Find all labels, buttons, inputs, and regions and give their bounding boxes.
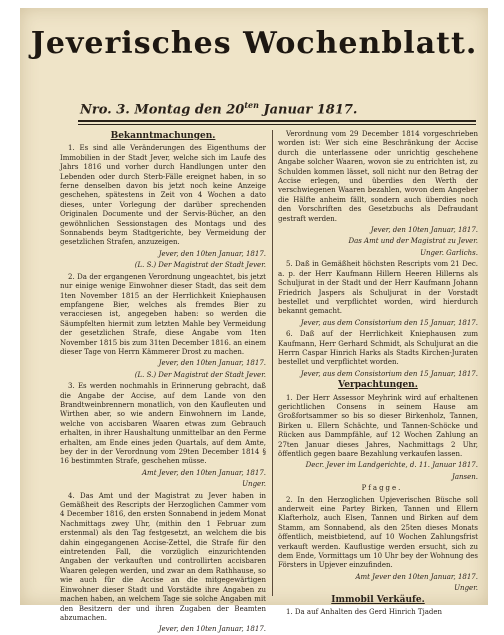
- announcement-4b-authority: Das Amt und der Magistrat zu Jever.: [348, 237, 478, 246]
- announcement-1-date: Jever, den 10ten Januar, 1817.: [158, 249, 266, 258]
- announcement-6: 6. Daß auf der Herrlichkeit Kniephausen zum Kaufmann, Herr Gerhard Schmidt, als Schuljurat an die Herrn Caspar Hinrich Harks als Stadts Kirchen-Juraten bestellet und verpflichtet worden.: [278, 330, 478, 367]
- announcement-4b-signatures: Unger. Garlichs.: [420, 248, 478, 257]
- lease-1: 1. Der Herr Assessor Meyhrink wird auf erhaltenen gerichtlichen Consens in seinem Hause am Großfortsammer so bis so dieser Birkenholz, Tannen, Birken u. Ellern Schächte, und Tannen-Schöcke und Rücken aus Dammpfähle, auf 12 Wochen Zahlung an 27ten Januar dieses Jahres, Nachmittags 2 Uhr, öffentlich gegen baare Bezahlung verkaufen lassen.: [278, 393, 478, 458]
- announcement-4b-date: Jever, den 10ten Januar, 1817.: [370, 226, 478, 235]
- announcement-2-date: Jever, den 10ten Januar, 1817.: [158, 359, 266, 368]
- lease-2-date: Amt Jever den 10ten Januar, 1817.: [355, 572, 478, 581]
- announcement-2-signature: (L. S.) Der Magistrat der Stadt Jever.: [134, 370, 266, 379]
- announcement-5-date: Jever, aus dem Consistorium den 15 Januar, 1817.: [300, 318, 478, 327]
- announcement-4: 4. Das Amt und der Magistrat zu Jever haben in Gemäßheit des Rescripts der Herzoglichen Cammer vom 4 December 1816, den ersten Sonnabend in jedem Monat Nachmittags zwey Uhr, (mithin den 1 Februar zum erstenmal) als den Tag festgesetzt, an welchem die bis dahin eingegangenen Accise-Zettel, die Strafe für den eintretenden Fall, die vorzüglich einzurichtenden Angaben der verkauften und controllirten accisbaren Waaren gelegen werden, und zwar an dem Rathhause, so wie auch für die Accise an die mitgegewärtigen Einwohner dieser Stadt und Vorstädte ihre Angaben zu machen haben, an welchem Tage sie solche Angaben mit den Besitzern der und ihren Zugaben der Beamten abzumachen.: [60, 491, 266, 622]
- column-divider: [272, 130, 273, 596]
- section-heading-announcements: Bekanntmachungen.: [110, 131, 216, 141]
- newspaper-page: [20, 8, 488, 634]
- issue-dateline: [80, 100, 468, 117]
- announcement-4-date: Jever, den 10ten Januar, 1817.: [158, 625, 266, 634]
- header-rule: [78, 120, 476, 122]
- announcement-1-signature: (L. S.) Der Magistrat der Stadt Jever.: [134, 261, 266, 270]
- announcement-3-date: Amt Jever, den 10ten Januar, 1817.: [142, 468, 266, 477]
- lease-2: 2. In den Herzoglichen Upjeverischen Büsche soll anderweit eine Partey Birken, Tannen und Ellern Klafterholz, auch Elsen, Tannen und Birken auf dem Stamm, am Sonnabend, als den 25ten dieses Monats öffentlich, meistbietend, auf 10 Wochen Zahlungsfrist verkauft werden. Kauflustige werden ersucht, sich zu dem Ende, Vormittags um 10 Uhr bey der Wohnung des Försters in Upjever einzufinden.: [278, 495, 478, 570]
- issue-month-year: Januar 1817.: [258, 102, 358, 118]
- issue-number: Nro. 3. Montag den 20: [80, 102, 245, 118]
- lease-1-date: Decr. Jever im Landgerichte, d. 11. Januar 1817.: [305, 461, 478, 470]
- property-sale-1: 1. Da auf Anhalten des Gerd Hinrich Tjaden: [286, 608, 443, 617]
- announcement-5: 5. Daß in Gemäßheit höchsten Rescripts vom 21 Dec. a. p. der Herr Kaufmann Hillern Heeren Hillerns als Schuljurat in der Stadt und der Herr Kaufmann Johann Friedrich Jaspers als Schuljurat in der Vorstadt bestellet und verpflichtet worden, wird hierdurch bekannt gemacht.: [278, 260, 478, 316]
- announcement-3: 3. Es werden nochmahls in Erinnerung gebracht, daß die Angabe der Accise, auf dem Lande von den Brandtweinbrennern monatlich, von den Kaufleuten und Wirthen aber, so wie andern Einwohnern im Lande, welche von accisbaren Waaren etwas zum Gebrauch erhalten, in ihrer Haushaltung unmittelbar an den Ferme erhalten, am Ende eines jeden Quartals, auf dem Amte, bey der in der Verordnung vom 29ten December 1814 § 16 bestimmten Strafe, geschehen müsse.: [60, 382, 266, 466]
- announcement-2: 2. Da der ergangenen Verordnung ungeachtet, bis jetzt nur einige wenige Einwohner dieser Stadt, das seit dem 1ten November 1815 an der Herrlichkeit Kniephausen empfangene Bier, welches als fremdes Bier zu veracciesen ist, angegeben haben: so werden die Säumpfelten hiermit zum letzten Mahle bey Vermeidung der gesetzlichen Strafe, diese Angabe vom 1ten November 1815 bis zum 31ten December 1816. an einem dieser Tage von Herrn Kämmerer Drost zu machen.: [60, 272, 266, 356]
- announcement-3-signature: Unger.: [242, 480, 266, 489]
- masthead-title: Jeverisches Wochenblatt.: [30, 26, 478, 61]
- header-rule-thin: [78, 124, 476, 125]
- lease-1-clerk: Pfagge.: [361, 484, 403, 493]
- issue-day-suffix: ten: [244, 100, 259, 110]
- announcement-1: 1. Es sind alle Veränderungen des Eigenthums der Immobilien in der Stadt Jever, welche sich im Laufe des Jahrs 1816 und vorher durch Handlungen unter den Lebenden oder durch Sterb-Fälle ereignet haben, in so ferne denselben davon bis jetzt noch keine Anzeige geschehen, spätestens in Zeit von 4 Wochen a dato dieses, unter Vorlegung der darüber sprechenden Originalen Documente und der Servis-Bücher, an den gewöhnlichen Sessionstagen des Montags und des Sonnabends beym Stadtgerichte, bey Vermeidung der gesetzlichen Strafen, anzuzeigen.: [60, 144, 266, 247]
- right-column: [278, 130, 478, 617]
- lease-2-signature: Unger.: [454, 584, 478, 593]
- lease-1-signature: Jansen.: [452, 472, 478, 481]
- section-heading-property-sales: Immobil Verkäufe.: [331, 594, 425, 605]
- left-column: [60, 130, 266, 634]
- announcement-6-date: Jever, aus dem Consistorium den 15 Januar, 1817.: [300, 369, 478, 378]
- section-heading-leases: Verpachtungen.: [338, 380, 418, 391]
- announcement-4-continued: Verordnung vom 29 December 1814 vorgeschrieben worden ist: Wer sich eine Beschränkung der Accise durch die unterlassene oder unrichtig geschehene Angabe solcher Waaren, wovon sie zu entrichten ist, zu Schulden kommen lässet, soll nicht nur den Betrag der Accise erlegen, und überdies den Werth der verschwiegenen Waaren bezahlen, wovon dem Angeber die Hälfte anheim fällt, sondern auch überdies noch den Vorschriften des Gesetzbuchs als Defraudant gestraft werden.: [278, 130, 478, 223]
